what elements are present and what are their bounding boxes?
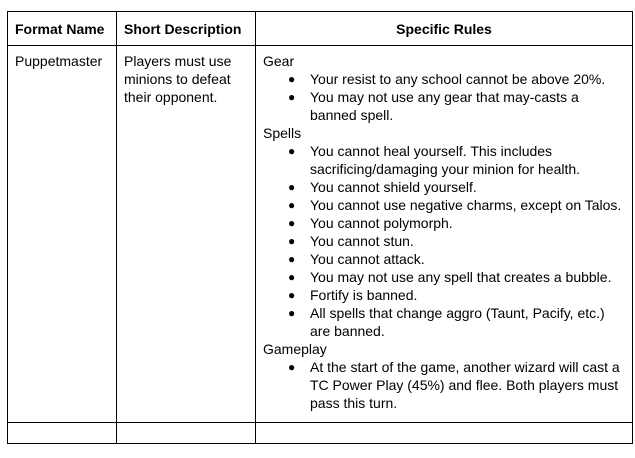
list-item (263, 70, 625, 88)
list-item (263, 142, 625, 178)
rule-text: Fortify is banned. (310, 287, 418, 303)
rule-text: You cannot attack. (310, 251, 425, 267)
rule-text: Your resist to any school cannot be above 20%. (310, 71, 606, 87)
list-item (263, 232, 625, 250)
table-row-next (8, 423, 633, 444)
bullet-icon: ● (288, 144, 296, 158)
header-short-description: Short Description (117, 12, 256, 46)
rule-list (263, 358, 625, 412)
bullet-icon: ● (288, 90, 296, 104)
rule-text: You cannot heal yourself. This includes sacrificing/damaging your minion for health. (310, 143, 581, 177)
header-row (8, 12, 633, 46)
bullet-icon: ● (288, 306, 296, 320)
format-name-cell: Puppetmaster (8, 46, 117, 423)
section-title: Gear (263, 53, 295, 69)
rule-text: You cannot polymorph. (310, 215, 453, 231)
list-item (263, 196, 625, 214)
section-title: Gameplay (263, 341, 327, 357)
rule-list (263, 70, 625, 124)
rules-section-spells (263, 124, 625, 340)
list-item (263, 88, 625, 124)
rule-text: You may not use any gear that may-casts a banned spell. (310, 89, 579, 123)
header-specific-rules: Specific Rules (256, 12, 633, 46)
bullet-icon: ● (288, 270, 296, 284)
rule-text: You may not use any spell that creates a bubble. (310, 269, 612, 285)
rule-text: You cannot shield yourself. (310, 179, 477, 195)
list-item (263, 304, 625, 340)
rule-text: All spells that change aggro (Taunt, Pacify, etc.) are banned. (310, 305, 605, 339)
short-description-cell: Players must use minions to defeat their opponent. (117, 46, 256, 423)
rules-section-gameplay (263, 340, 625, 412)
table-row (8, 46, 633, 423)
empty-cell (256, 423, 633, 444)
bullet-icon: ● (288, 288, 296, 302)
rule-text: You cannot use negative charms, except on Talos. (310, 197, 622, 213)
rule-list (263, 142, 625, 340)
empty-cell (117, 423, 256, 444)
specific-rules-cell (256, 46, 633, 423)
list-item (263, 250, 625, 268)
empty-cell (8, 423, 117, 444)
list-item (263, 268, 625, 286)
list-item (263, 178, 625, 196)
list-item (263, 358, 625, 412)
bullet-icon: ● (288, 72, 296, 86)
bullet-icon: ● (288, 360, 296, 374)
bullet-icon: ● (288, 180, 296, 194)
bullet-icon: ● (288, 234, 296, 248)
rule-text: At the start of the game, another wizard will cast a TC Power Play (45%) and flee. Both players must pass this turn. (310, 359, 620, 411)
format-rules-table (7, 11, 633, 444)
rule-text: You cannot stun. (310, 233, 414, 249)
list-item (263, 286, 625, 304)
list-item (263, 214, 625, 232)
bullet-icon: ● (288, 216, 296, 230)
rules-section-gear (263, 52, 625, 124)
bullet-icon: ● (288, 252, 296, 266)
bullet-icon: ● (288, 198, 296, 212)
header-format-name: Format Name (8, 12, 117, 46)
section-title: Spells (263, 125, 302, 141)
